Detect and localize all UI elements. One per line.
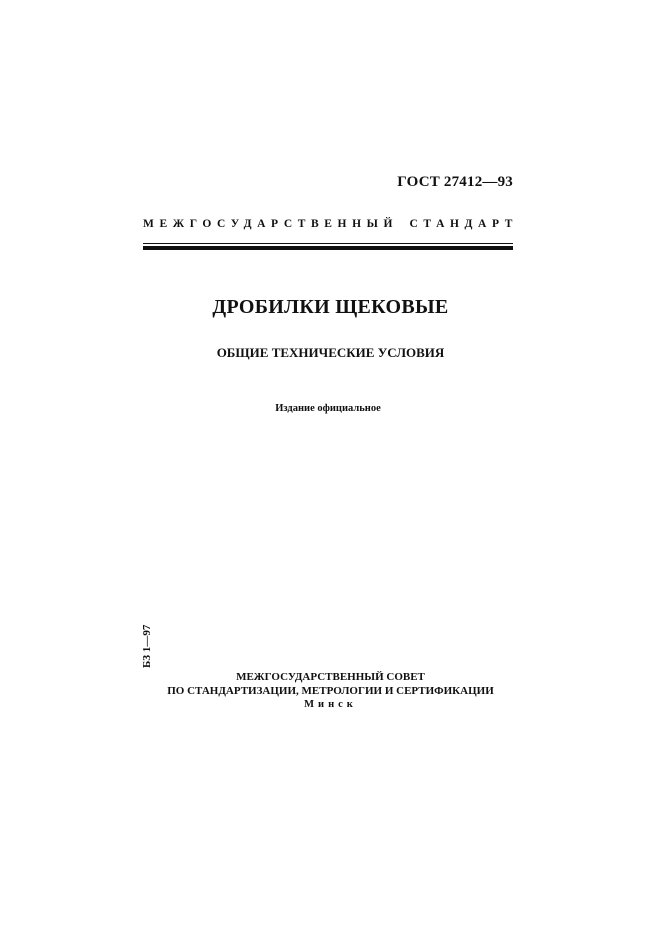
document-subtitle: ОБЩИЕ ТЕХНИЧЕСКИЕ УСЛОВИЯ xyxy=(216,345,445,360)
standard-kind-word-1: МЕЖГОСУДАРСТВЕННЫЙ xyxy=(143,218,399,230)
document-title: ДРОБИЛКИ ЩЕКОВЫЕ xyxy=(212,296,449,318)
side-publication-code: БЗ 1—97 xyxy=(141,624,153,668)
publisher-line-2: ПО СТАНДАРТИЗАЦИИ, МЕТРОЛОГИИ И СЕРТИФИКАЦИИ xyxy=(167,685,494,697)
header-rule-thin xyxy=(143,243,513,244)
standard-number: ГОСТ 27412—93 xyxy=(397,174,513,190)
edition-note: Издание официальное xyxy=(275,403,381,414)
standard-kind-word-2: СТАНДАРТ xyxy=(409,218,518,230)
publisher-line-1: МЕЖГОСУДАРСТВЕННЫЙ СОВЕТ xyxy=(236,671,425,683)
publisher-block xyxy=(0,670,661,712)
publisher-city: Минск xyxy=(304,699,357,710)
standard-kind-heading xyxy=(143,218,518,230)
header-rule-thick xyxy=(143,246,513,250)
